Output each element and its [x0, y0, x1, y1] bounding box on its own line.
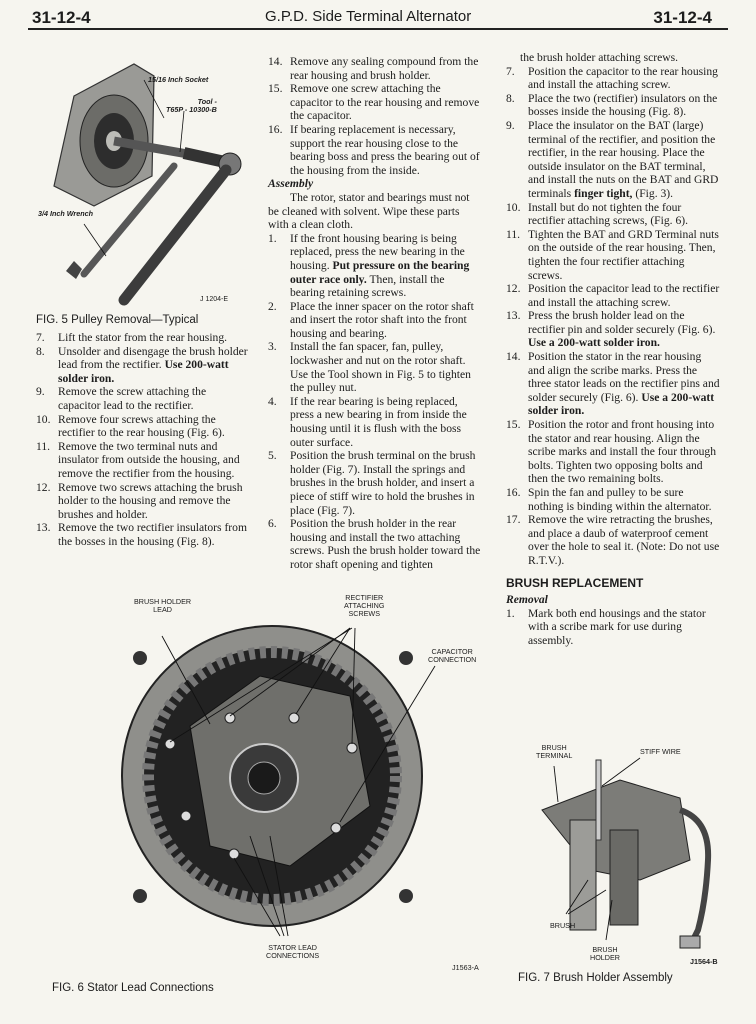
- step-text: Tighten the BAT and GRD Terminal nuts on the outside of the rear housing. Then, tighten the four rectifier attaching screws.: [528, 227, 719, 282]
- column-1-steps: [36, 331, 250, 549]
- step-emphasis: Put pressure on the bearing outer race only.: [290, 258, 470, 286]
- step-text: Position the brush terminal on the brush holder (Fig. 7). Install the springs and brushes in the brush holder, and insert a piece of stiff wire to hold the brushes in place (Fig. 7).: [290, 449, 476, 517]
- fig6-illustration: [100, 606, 444, 946]
- step-number: 10.: [36, 412, 51, 426]
- step-text: Remove one screw attaching the capacitor to the rear housing and remove the capacitor.: [290, 82, 480, 123]
- header-rule: [28, 28, 728, 30]
- step-text: Remove the wire retracting the brushes, and place a daub of waterproof cement over the hole to seal it. (Note: Do not use R.T.V.).: [528, 513, 720, 567]
- fig6-label-stator-leads: STATOR LEAD CONNECTIONS: [266, 943, 320, 960]
- step-number: 15.: [506, 418, 521, 432]
- fig6-label-brush-holder-lead: BRUSH HOLDER LEAD: [134, 597, 192, 614]
- page-number-right: 31-12-4: [653, 8, 712, 27]
- assembly-heading: Assembly: [268, 177, 314, 191]
- step-text: Spin the fan and pulley to be sure nothing is binding within the alternator.: [528, 486, 712, 513]
- step-text: Press the brush holder lead on the rectifier pin and solder securely (Fig. 6).: [528, 309, 716, 336]
- step-text: Remove any sealing compound from the rear housing and brush holder.: [290, 55, 479, 82]
- step-text: Mark both end housings and the stator with a scribe mark for use during assembly.: [528, 606, 706, 647]
- step-emphasis: Use a 200-watt solder iron.: [528, 390, 715, 418]
- fig6-label-capacitor: CAPACITOR CONNECTION: [428, 647, 477, 664]
- step-emphasis: Use 200-watt solder iron.: [58, 358, 229, 385]
- step-text: If the rear bearing is being replaced, press a new bearing in from inside the housing until it is flush with the boss outer surface.: [290, 394, 467, 449]
- step-emphasis: Use a 200-watt solder iron.: [528, 336, 660, 350]
- step-number: 11.: [36, 439, 51, 453]
- removal-heading: Removal: [506, 593, 548, 607]
- step-item: [506, 418, 720, 486]
- step-text: Place the two (rectifier) insulators on the bosses inside the housing (Fig. 8).: [528, 91, 718, 119]
- step-number: 8.: [36, 344, 45, 358]
- fig7-label-brush-holder: BRUSH HOLDER: [590, 945, 620, 962]
- step-text: Position the capacitor lead to the rectifier and install the attaching screw.: [528, 282, 720, 309]
- step-emphasis: finger tight,: [574, 186, 633, 200]
- step-item: [268, 395, 482, 449]
- step-item: [36, 331, 250, 345]
- step-number: 10.: [506, 200, 521, 214]
- step-number: 11.: [506, 227, 521, 241]
- step-item: [268, 340, 482, 394]
- fig7-caption: FIG. 7 Brush Holder Assembly: [518, 972, 673, 984]
- fig5-label-wrench: 3/4 Inch Wrench: [38, 209, 93, 218]
- step-number: 17.: [506, 513, 521, 527]
- step-text: Position the capacitor to the rear housing and install the attaching screw.: [528, 64, 718, 92]
- step-number: 12.: [506, 282, 521, 296]
- step-text-cont: (Fig. 3).: [635, 186, 674, 200]
- step-text: If the front housing bearing is being replaced, press the new bearing in the housing.: [290, 231, 465, 272]
- step-item: [36, 413, 250, 440]
- step-number: 5.: [268, 449, 277, 463]
- step-item: [506, 350, 720, 418]
- step-item: [506, 486, 720, 513]
- step-text: If bearing replacement is necessary, support the rear housing close to the bearing boss and press the bearing out of the housing from the inside.: [290, 122, 480, 177]
- page-title: G.P.D. Side Terminal Alternator: [265, 8, 472, 25]
- step-number: 9.: [36, 385, 45, 399]
- step-text: Install but do not tighten the four rectifier attaching screws, (Fig. 6).: [528, 200, 688, 228]
- fig7-label-brush-terminal: BRUSH TERMINAL: [536, 743, 573, 760]
- column-3: [506, 51, 720, 648]
- step-item: [506, 201, 720, 228]
- step-text: Remove four screws attaching the rectifier to the rear housing (Fig. 6).: [58, 412, 225, 440]
- step-item: [506, 119, 720, 201]
- step-text: Place the insulator on the BAT (large) terminal of the rectifier, and position the rectifier, in the rear housing. Place the outside insulator on the BAT terminal, and install the nuts on the BAT and GRD terminals: [528, 118, 719, 200]
- step-text: Position the brush holder in the rear housing and install the two attaching screws. Push the brush holder toward the rotor shaft opening and tighten: [290, 517, 481, 571]
- step-number: 13.: [506, 309, 521, 323]
- step-item: [268, 82, 482, 123]
- assembly-intro: The rotor, stator and bearings must not be cleaned with solvent. Wipe these parts with a clean cloth.: [268, 190, 470, 232]
- column-3-continuation: the brush holder attaching screws.: [520, 51, 679, 64]
- step-number: 14.: [268, 55, 283, 68]
- step-item: [506, 282, 720, 309]
- step-item: [268, 123, 482, 177]
- step-item: [36, 521, 250, 548]
- fig7-code: J1564-B: [690, 957, 718, 966]
- step-number: 7.: [506, 64, 515, 78]
- step-number: 2.: [268, 299, 277, 313]
- fig5-code: J 1204-E: [200, 296, 229, 303]
- step-number: 16.: [506, 486, 521, 499]
- step-text: Unsolder and disengage the brush holder lead from the rectifier.: [58, 344, 248, 372]
- step-text-cont: Then, install the bearing retaining screws.: [290, 272, 445, 300]
- step-text: Remove the screw attaching the capacitor lead to the rectifier.: [58, 385, 207, 412]
- step-item: [36, 345, 250, 386]
- step-item: [268, 232, 482, 300]
- step-number: 13.: [36, 521, 51, 535]
- step-item: [36, 385, 250, 412]
- fig6-label-rectifier-screws: RECTIFIER ATTACHING SCREWS: [344, 593, 385, 618]
- step-number: 6.: [268, 517, 277, 531]
- step-number: 16.: [268, 122, 283, 136]
- step-text: Remove the two rectifier insulators from the bosses in the housing (Fig. 8).: [58, 521, 247, 548]
- fig5-illustration: [34, 56, 259, 310]
- step-item: [506, 513, 720, 567]
- step-item: [506, 92, 720, 119]
- step-number: 12.: [36, 480, 51, 494]
- step-item: [36, 481, 250, 522]
- step-number: 15.: [268, 82, 283, 96]
- fig6-code: J1563-A: [452, 963, 479, 972]
- step-text: Lift the stator from the rear housing.: [58, 331, 228, 344]
- step-number: 14.: [506, 350, 521, 364]
- step-number: 9.: [506, 118, 515, 132]
- fig7-label-stiff-wire: STIFF WIRE: [640, 747, 681, 756]
- step-item: [268, 517, 482, 571]
- step-number: 4.: [268, 394, 277, 408]
- step-number: 3.: [268, 340, 277, 354]
- step-text: Place the inner spacer on the rotor shaft and insert the rotor shaft into the front housing and bearing.: [290, 299, 474, 340]
- brush-replacement-heading: BRUSH REPLACEMENT: [506, 575, 644, 590]
- fig5-caption: FIG. 5 Pulley Removal—Typical: [36, 314, 199, 326]
- column-2: [268, 55, 482, 572]
- step-number: 8.: [506, 91, 515, 105]
- step-text: Install the fan spacer, fan, pulley, lockwasher and nut on the rotor shaft. Use the Tool shown in Fig. 5 to tighten the pulley nut.: [290, 340, 471, 395]
- step-text: Position the rotor and front housing into the stator and rear housing. Align the scribe marks and install the four through bolts. Tighten two opposing bolts and then the two remaining bolts.: [528, 418, 717, 486]
- step-text: Position the stator in the rear housing and align the scribe marks. Press the three stator leads on the rectifier pins and solder securely (Fig. 6).: [528, 350, 720, 404]
- fig5-label-socket: 15/16 Inch Socket: [148, 75, 209, 84]
- step-number: 1.: [268, 231, 277, 245]
- step-item: [506, 309, 720, 350]
- step-text: Remove the two terminal nuts and insulator from outside the housing, and remove the rectifier from the housing.: [58, 439, 240, 480]
- step-item: [36, 440, 250, 481]
- step-item: [268, 55, 482, 82]
- step-item: [506, 228, 720, 282]
- page-number-left: 31-12-4: [32, 8, 91, 27]
- step-item: [506, 607, 720, 648]
- fig6-caption: FIG. 6 Stator Lead Connections: [52, 982, 214, 994]
- fig5-label-tool: Tool - T65P - 10300-B: [166, 97, 217, 114]
- step-item: [268, 449, 482, 517]
- fig7-label-brush: BRUSH: [550, 921, 576, 930]
- step-item: [506, 65, 720, 92]
- step-text: Remove two screws attaching the brush holder to the housing and remove the brushes and holder.: [58, 480, 243, 521]
- step-number: 7.: [36, 331, 45, 344]
- step-number: 1.: [506, 606, 515, 620]
- step-item: [268, 300, 482, 341]
